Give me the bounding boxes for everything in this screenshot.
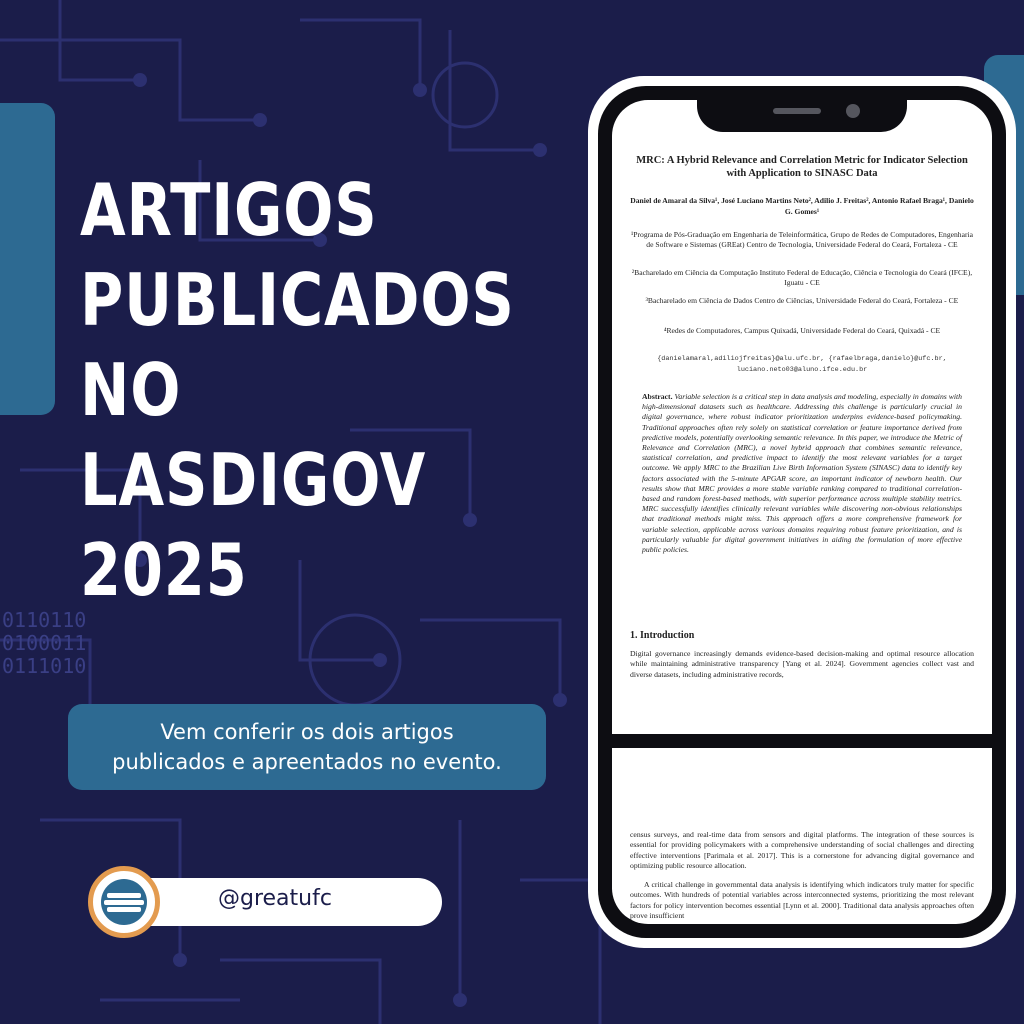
svg-text:0110110: 0110110	[2, 608, 87, 632]
headline	[80, 165, 515, 615]
abstract-label: Abstract.	[642, 392, 673, 401]
phone-screen-page-1[interactable]	[612, 100, 992, 734]
affiliation-4: ⁴Redes de Computadores, Campus Quixadá, Universidade Federal do Ceará, Quixadá - CE	[663, 326, 941, 335]
paper-authors: Daniel de Amaral da Silva¹, José Luciano Martins Neto², Adilio J. Freitas², Antonio Rafael Braga¹, Danielo G. Gomes¹	[630, 196, 974, 216]
accent-bar-left	[0, 103, 55, 415]
headline-line-1: ARTIGOS	[80, 168, 378, 252]
social-handle[interactable]: @greatufc	[218, 886, 332, 911]
page2-paragraph-2: A critical challenge in governmental data analysis is identifying which indicators truly matter for specific outcomes. With hundreds of potential variables across interconnected systems, prioritizing the most relevant factors for policy intervention becomes essential [Lynn et al. 2000]. Traditional data analysis approaches often prove insufficient	[630, 880, 974, 921]
subtitle-line-1: Vem conferir os dois artigos	[160, 720, 454, 744]
affiliation-2: ²Bacharelado em Ciência da Computação Instituto Federal de Educação, Ciência e Tecnologia do Ceará (IFCE), Iguatu - CE	[631, 268, 973, 287]
intro-paragraph: Digital governance increasingly demands evidence-based decision-making and optimal resource allocation while maintaining administrative transparency [Yang et al. 2024]. Government agencies collect vast and diverse datasets, including administrative records,	[630, 649, 974, 679]
headline-line-3: NO LASDIGOV	[80, 348, 427, 522]
intro-heading: 1. Introduction	[630, 630, 695, 641]
affiliation-3: ³Bacharelado em Ciência de Dados Centro de Ciências, Universidade Federal do Ceará, Fortaleza - CE	[645, 296, 959, 305]
abstract-text: Variable selection is a critical step in data analysis and modeling, especially in domains with high-dimensional datasets such as healthcare. Addressing this challenge is particularly crucial in digital governance, where robust indicator prioritization underpins evidence-based policymaking. Traditional approaches often rely solely on statistical correlation or feature importance derived from predictive models, potentially overlooking semantic relevance. In this paper, we introduce the Metric of Relevance and Correlation (MRC), a novel hybrid approach that combines semantic relevance, statistical correlation, and predictive impact to identify the most relevant variables for a target outcome. We apply MRC to the Brazilian Live Birth Information System (SINASC) data to identify key factors associated with the 5-minute APGAR score, an important indicator of newborn health. Our results show that MRC provides a more stable variable ranking compared to traditional correlation-based and random forest-based methods, with superior performance across multiple stability metrics. MRC successfully identifies clinically relevant variables while discovering non-obvious relationships that traditional methods might miss. This approach offers a more comprehensive framework for variable selection, applicable across various domains requiring robust feature prioritization, and is particularly valuable for digital government initiatives in aiding the formulation of more effective public policies.	[642, 392, 963, 555]
page2-paragraph-1: census surveys, and real-time data from sensors and digital platforms. The integration of these sources is essential for providing policymakers with a comprehensive understanding of social challenges and directing effective interventions [Parimala et al. 2017]. This is a cornerstone for advancing digital governance and optimizing public resource allocation.	[630, 830, 974, 871]
subtitle-line-2: publicados e apreentados no evento.	[112, 750, 502, 774]
phone-speaker	[773, 108, 821, 114]
phone-screen-page-2[interactable]	[612, 748, 992, 924]
svg-text:0100011: 0100011	[2, 631, 87, 655]
affiliation-1: ¹Programa de Pós-Graduação em Engenharia de Teleinformática, Grupo de Redes de Computadores, Engenharia de Software e Sistemas (GREat) Centro de Tecnologia, Universidade Federal do Ceará, Fortaleza - CE	[631, 230, 973, 249]
svg-text:0111010: 0111010	[2, 654, 87, 678]
paper-title: MRC: A Hybrid Relevance and Correlation Metric for Indicator Selection with Application to SINASC Data	[636, 155, 968, 179]
great-logo-icon	[88, 866, 160, 938]
paper-abstract	[642, 392, 962, 555]
author-emails: {danielamaral,adiliojfreitas}@alu.ufc.br, {rafaelbraga,danielo}@ufc.br, luciano.neto03@aluno.ifce.edu.br	[657, 355, 947, 374]
subtitle-box	[68, 704, 546, 790]
headline-line-2: PUBLICADOS	[80, 258, 515, 342]
headline-line-4: 2025	[80, 528, 248, 612]
phone-camera-icon	[846, 104, 860, 118]
